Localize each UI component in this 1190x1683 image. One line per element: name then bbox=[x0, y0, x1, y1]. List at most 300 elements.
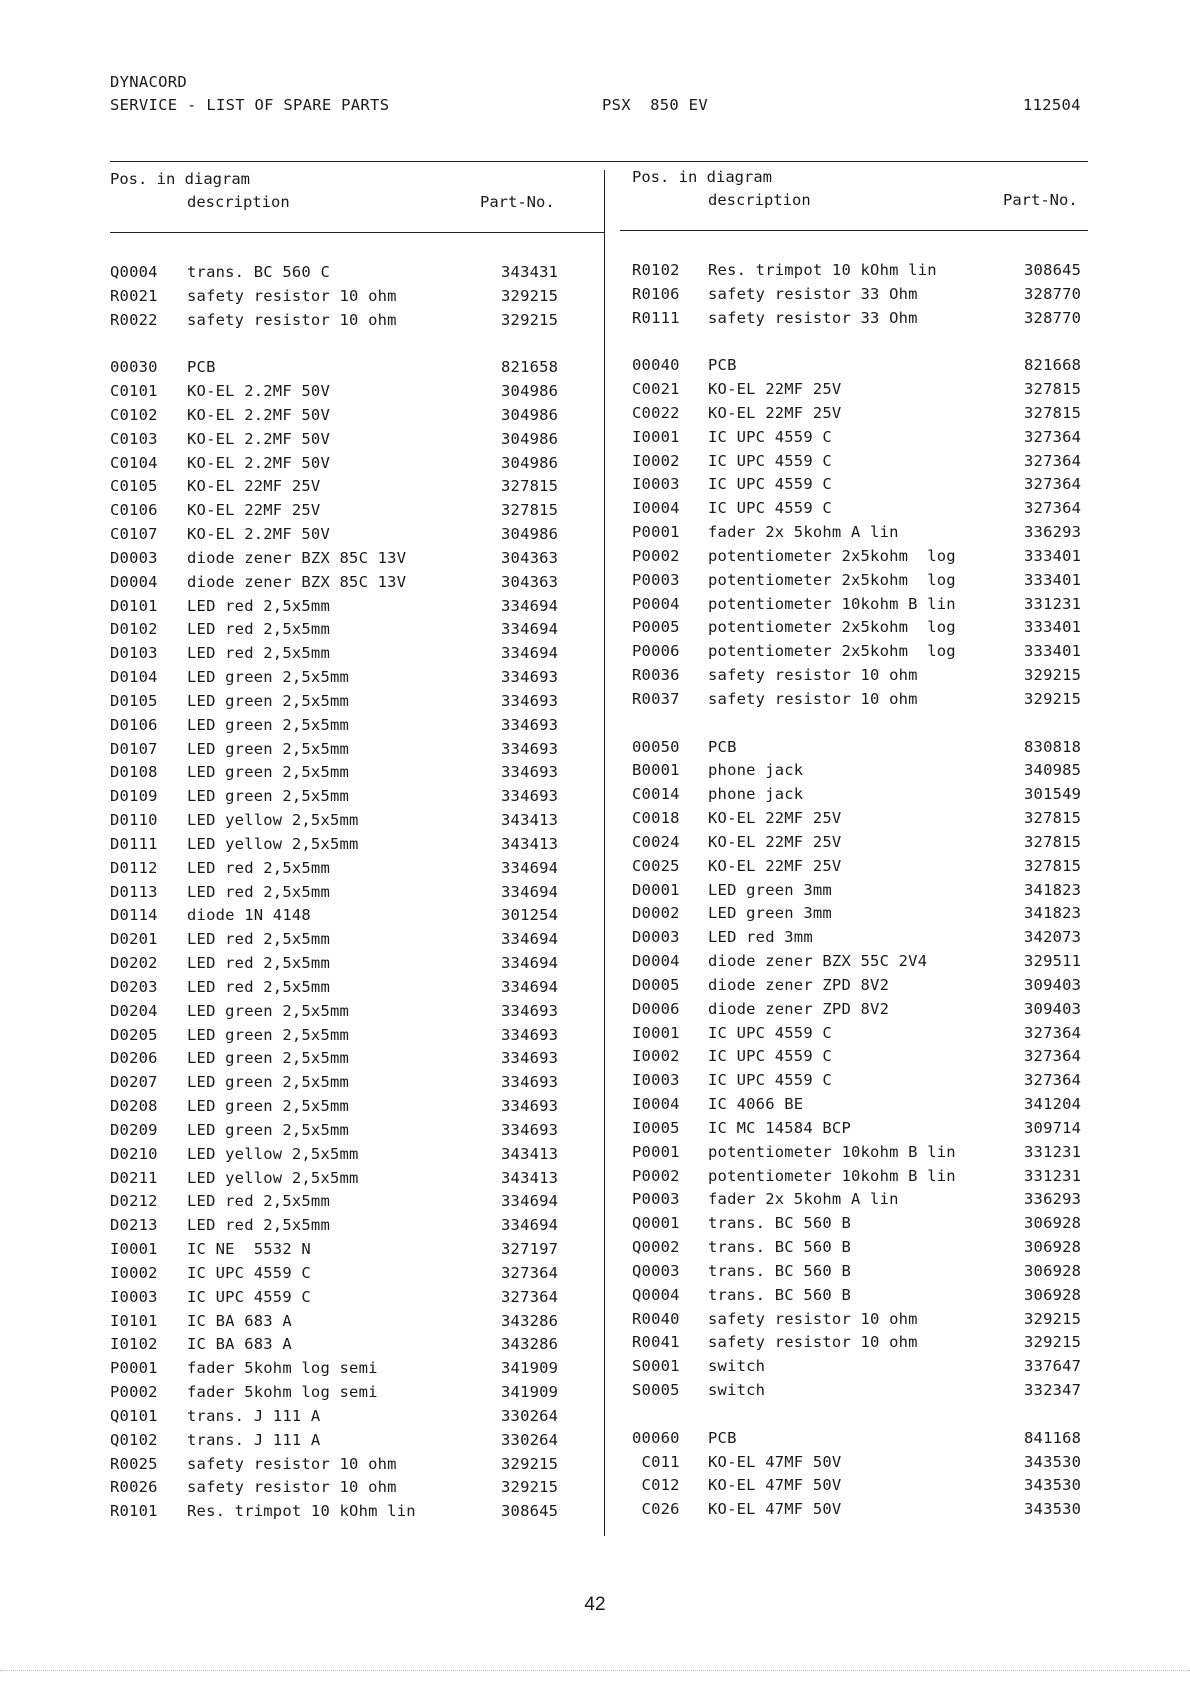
part-number: 329511 bbox=[1024, 952, 1082, 971]
pos-code: Q0002 bbox=[632, 1238, 680, 1257]
table-row bbox=[110, 978, 580, 1002]
part-description: KO-EL 47MF 50V bbox=[708, 1500, 842, 1519]
part-description: IC UPC 4559 C bbox=[708, 427, 832, 446]
part-description: trans. J 111 A bbox=[187, 1430, 321, 1449]
table-row bbox=[110, 1288, 580, 1312]
table-row bbox=[632, 976, 1092, 1000]
table-row bbox=[110, 859, 580, 883]
table-row bbox=[110, 1192, 580, 1216]
table-row bbox=[632, 499, 1092, 523]
table-row bbox=[110, 549, 580, 573]
part-number: 821668 bbox=[1024, 356, 1082, 375]
table-row bbox=[110, 644, 580, 668]
pos-code: P0004 bbox=[632, 594, 680, 613]
table-row bbox=[110, 692, 580, 716]
table-row bbox=[110, 287, 580, 311]
part-description: IC BA 683 A bbox=[187, 1335, 292, 1354]
part-description: LED green 2,5x5mm bbox=[187, 668, 350, 687]
table-row bbox=[632, 595, 1092, 619]
part-number: 327815 bbox=[1024, 380, 1082, 399]
part-description: switch bbox=[708, 1381, 766, 1399]
table-row bbox=[632, 1000, 1092, 1024]
part-number: 334694 bbox=[501, 977, 559, 996]
table-row bbox=[632, 1119, 1092, 1143]
part-number: 308645 bbox=[1024, 261, 1082, 279]
part-description: PCB bbox=[187, 358, 216, 377]
part-description: potentiometer 2x5kohm log bbox=[708, 570, 956, 589]
part-number: 327815 bbox=[1024, 809, 1082, 828]
part-description: LED red 2,5x5mm bbox=[187, 620, 330, 639]
table-row bbox=[632, 428, 1092, 452]
part-number: 331231 bbox=[1024, 1142, 1082, 1161]
table-row bbox=[632, 1071, 1092, 1095]
pos-code: D0204 bbox=[110, 1001, 158, 1020]
part-number: 343431 bbox=[501, 263, 559, 281]
part-description: fader 2x 5kohm A lin bbox=[708, 1190, 899, 1209]
pos-code: R0026 bbox=[110, 1478, 158, 1497]
pos-code: D0211 bbox=[110, 1168, 158, 1187]
part-description: fader 5kohm log semi bbox=[187, 1383, 378, 1401]
part-description: trans. BC 560 C bbox=[187, 263, 330, 281]
table-row bbox=[110, 501, 580, 525]
part-number: 327364 bbox=[1024, 475, 1082, 494]
pos-code: D0004 bbox=[632, 952, 680, 971]
pos-code: P0003 bbox=[632, 570, 680, 589]
part-description: diode zener ZPD 8V2 bbox=[708, 999, 890, 1018]
part-description: safety resistor 10 ohm bbox=[708, 1333, 918, 1352]
part-description: IC UPC 4559 C bbox=[708, 475, 832, 494]
part-description: PCB bbox=[708, 737, 737, 756]
part-description: Res. trimpot 10 kOhm lin bbox=[187, 1502, 416, 1521]
pos-code: D0005 bbox=[632, 975, 680, 994]
pos-code: R0036 bbox=[632, 666, 680, 685]
table-row bbox=[110, 906, 580, 930]
table-row bbox=[632, 1357, 1092, 1381]
table-row bbox=[632, 1143, 1092, 1167]
part-number: 327364 bbox=[1024, 451, 1082, 470]
part-description: PCB bbox=[708, 356, 737, 375]
part-description: LED red 2,5x5mm bbox=[187, 644, 330, 663]
part-number: 327815 bbox=[1024, 856, 1082, 875]
part-description: LED green 3mm bbox=[708, 880, 832, 899]
table-row bbox=[110, 763, 580, 787]
table-row bbox=[632, 1429, 1092, 1453]
pos-code: I0001 bbox=[632, 427, 680, 446]
table-row bbox=[110, 1407, 580, 1431]
pos-code: Q0004 bbox=[632, 1285, 680, 1304]
pos-code: D0205 bbox=[110, 1025, 158, 1044]
part-description: KO-EL 47MF 50V bbox=[708, 1476, 842, 1495]
part-description: trans. BC 560 B bbox=[708, 1238, 851, 1257]
part-number: 306928 bbox=[1024, 1214, 1082, 1233]
table-row bbox=[110, 740, 580, 764]
document-title: SERVICE - LIST OF SPARE PARTS bbox=[110, 96, 390, 114]
part-description: LED green 2,5x5mm bbox=[187, 739, 350, 758]
part-number: 337647 bbox=[1024, 1357, 1082, 1376]
part-number: 334693 bbox=[501, 715, 559, 734]
table-row bbox=[632, 1405, 1092, 1429]
part-number: 333401 bbox=[1024, 546, 1082, 565]
part-number: 331231 bbox=[1024, 1166, 1082, 1185]
pos-code: R0106 bbox=[632, 284, 680, 303]
part-number: 329215 bbox=[501, 310, 559, 329]
table-row bbox=[110, 1216, 580, 1240]
part-number: 309403 bbox=[1024, 975, 1082, 994]
table-row bbox=[110, 1431, 580, 1455]
part-number: 334693 bbox=[501, 1073, 559, 1092]
table-row bbox=[632, 571, 1092, 595]
table-row bbox=[632, 1024, 1092, 1048]
part-description: IC 4066 BE bbox=[708, 1095, 804, 1114]
part-description: Res. trimpot 10 kOhm lin bbox=[708, 261, 937, 279]
part-description: safety resistor 10 ohm bbox=[187, 310, 397, 329]
part-description: safety resistor 10 ohm bbox=[187, 1478, 397, 1497]
left-part-header: Part-No. bbox=[480, 193, 555, 211]
part-number: 334694 bbox=[501, 644, 559, 663]
part-number: 304986 bbox=[501, 429, 559, 448]
part-description: switch bbox=[708, 1357, 766, 1376]
column-divider bbox=[604, 170, 605, 1536]
table-row bbox=[632, 285, 1092, 309]
part-description: LED red 2,5x5mm bbox=[187, 954, 330, 973]
table-row bbox=[110, 430, 580, 454]
part-number: 327197 bbox=[501, 1240, 559, 1259]
part-number: 329215 bbox=[501, 1454, 559, 1473]
pos-code: C011 bbox=[632, 1452, 680, 1471]
part-number: 329215 bbox=[501, 1478, 559, 1497]
part-description: trans. BC 560 B bbox=[708, 1261, 851, 1280]
part-number: 340985 bbox=[1024, 761, 1082, 780]
part-number: 328770 bbox=[1024, 284, 1082, 303]
part-number: 334693 bbox=[501, 1025, 559, 1044]
part-number: 334694 bbox=[501, 596, 559, 615]
part-number: 343413 bbox=[501, 811, 559, 830]
table-row bbox=[632, 881, 1092, 905]
part-description: IC MC 14584 BCP bbox=[708, 1118, 851, 1137]
part-number: 334694 bbox=[501, 930, 559, 949]
table-row bbox=[632, 404, 1092, 428]
table-row bbox=[110, 1383, 580, 1407]
table-row bbox=[110, 1026, 580, 1050]
pos-code: C0107 bbox=[110, 525, 158, 544]
part-description: diode zener BZX 55C 2V4 bbox=[708, 952, 928, 971]
part-number: 327364 bbox=[1024, 1071, 1082, 1090]
pos-code: D0108 bbox=[110, 763, 158, 782]
part-description: diode zener BZX 85C 13V bbox=[187, 572, 407, 591]
part-number: 334694 bbox=[501, 1216, 559, 1235]
part-description: IC NE 5532 N bbox=[187, 1240, 311, 1259]
pos-code: P0002 bbox=[632, 546, 680, 565]
part-number: 333401 bbox=[1024, 642, 1082, 661]
part-number: 327364 bbox=[501, 1287, 559, 1306]
part-description: diode zener BZX 85C 13V bbox=[187, 548, 407, 567]
part-number: 301549 bbox=[1024, 785, 1082, 804]
part-number: 309714 bbox=[1024, 1118, 1082, 1137]
pos-code: D0006 bbox=[632, 999, 680, 1018]
pos-code: D0102 bbox=[110, 620, 158, 639]
table-row bbox=[110, 311, 580, 335]
part-number: 306928 bbox=[1024, 1285, 1082, 1304]
table-row bbox=[632, 1310, 1092, 1334]
part-number: 334693 bbox=[501, 739, 559, 758]
part-description: LED red 2,5x5mm bbox=[187, 1192, 330, 1211]
table-row bbox=[110, 1073, 580, 1097]
page-bottom-edge bbox=[0, 1670, 1190, 1671]
table-row bbox=[632, 785, 1092, 809]
part-description: KO-EL 22MF 25V bbox=[708, 832, 842, 851]
part-number: 327364 bbox=[1024, 1047, 1082, 1066]
part-number: 304363 bbox=[501, 572, 559, 591]
table-row bbox=[632, 1214, 1092, 1238]
pos-code: C0018 bbox=[632, 809, 680, 828]
table-row bbox=[110, 811, 580, 835]
part-description: IC BA 683 A bbox=[187, 1311, 292, 1330]
part-number: 830818 bbox=[1024, 737, 1082, 756]
pos-code: D0207 bbox=[110, 1073, 158, 1092]
document-number: 112504 bbox=[1023, 96, 1081, 114]
part-number: 327815 bbox=[501, 501, 559, 520]
right-header-rule bbox=[620, 230, 1088, 231]
table-row bbox=[632, 642, 1092, 666]
part-description: LED green 2,5x5mm bbox=[187, 1001, 350, 1020]
pos-code: D0107 bbox=[110, 739, 158, 758]
part-number: 330264 bbox=[501, 1430, 559, 1449]
pos-code: R0040 bbox=[632, 1309, 680, 1328]
table-row bbox=[632, 1286, 1092, 1310]
table-row bbox=[632, 1190, 1092, 1214]
part-number: 334694 bbox=[501, 954, 559, 973]
table-row bbox=[110, 716, 580, 740]
part-number: 333401 bbox=[1024, 618, 1082, 637]
pos-code: C0014 bbox=[632, 785, 680, 804]
part-description: LED yellow 2,5x5mm bbox=[187, 834, 359, 853]
pos-code: D0114 bbox=[110, 906, 158, 925]
part-description: IC UPC 4559 C bbox=[708, 451, 832, 470]
pos-code: P0006 bbox=[632, 642, 680, 661]
table-row bbox=[110, 477, 580, 501]
part-description: trans. BC 560 B bbox=[708, 1214, 851, 1233]
table-row bbox=[110, 1264, 580, 1288]
table-row bbox=[632, 833, 1092, 857]
part-number: 341204 bbox=[1024, 1095, 1082, 1114]
right-desc-header: description bbox=[708, 191, 811, 209]
part-description: safety resistor 10 ohm bbox=[187, 286, 397, 305]
table-row bbox=[632, 523, 1092, 547]
part-number: 341909 bbox=[501, 1359, 559, 1378]
table-row bbox=[632, 738, 1092, 762]
part-number: 331231 bbox=[1024, 594, 1082, 613]
part-description: KO-EL 22MF 25V bbox=[187, 477, 321, 496]
part-number: 306928 bbox=[1024, 1261, 1082, 1280]
pos-code: R0041 bbox=[632, 1333, 680, 1352]
pos-code: Q0102 bbox=[110, 1430, 158, 1449]
part-number: 329215 bbox=[1024, 1333, 1082, 1352]
left-desc-header: description bbox=[187, 193, 290, 211]
table-row bbox=[110, 454, 580, 478]
table-row bbox=[632, 666, 1092, 690]
table-row bbox=[632, 1167, 1092, 1191]
part-number: 334694 bbox=[501, 858, 559, 877]
part-number: 334694 bbox=[501, 882, 559, 901]
pos-code: C0021 bbox=[632, 380, 680, 399]
part-description: KO-EL 22MF 25V bbox=[708, 380, 842, 399]
table-row bbox=[632, 1453, 1092, 1477]
part-number: 304986 bbox=[501, 525, 559, 544]
part-number: 304986 bbox=[501, 382, 559, 401]
pos-code: C0104 bbox=[110, 453, 158, 472]
table-row bbox=[110, 1359, 580, 1383]
part-number: 327364 bbox=[1024, 427, 1082, 446]
pos-code: P0001 bbox=[632, 523, 680, 542]
pos-code: I0001 bbox=[632, 1023, 680, 1042]
part-number: 343530 bbox=[1024, 1500, 1082, 1519]
table-row bbox=[632, 452, 1092, 476]
part-description: LED green 2,5x5mm bbox=[187, 787, 350, 806]
pos-code: I0005 bbox=[632, 1118, 680, 1137]
part-description: diode zener ZPD 8V2 bbox=[708, 975, 890, 994]
table-row bbox=[632, 904, 1092, 928]
part-description: trans. J 111 A bbox=[187, 1406, 321, 1425]
part-number: 332347 bbox=[1024, 1381, 1082, 1399]
table-row bbox=[632, 1238, 1092, 1262]
pos-code: Q0001 bbox=[632, 1214, 680, 1233]
pos-code: 00050 bbox=[632, 737, 680, 756]
part-description: KO-EL 22MF 25V bbox=[708, 856, 842, 875]
part-description: IC UPC 4559 C bbox=[187, 1287, 311, 1306]
table-row bbox=[110, 883, 580, 907]
table-row bbox=[110, 954, 580, 978]
pos-code: R0022 bbox=[110, 310, 158, 329]
pos-code: D0003 bbox=[110, 548, 158, 567]
table-row bbox=[632, 1262, 1092, 1286]
pos-code: S0005 bbox=[632, 1381, 680, 1399]
pos-code: D0210 bbox=[110, 1144, 158, 1163]
part-description: safety resistor 10 ohm bbox=[708, 1309, 918, 1328]
pos-code: I0002 bbox=[632, 1047, 680, 1066]
pos-code: R0101 bbox=[110, 1502, 158, 1521]
part-number: 304986 bbox=[501, 405, 559, 424]
table-row bbox=[632, 857, 1092, 881]
pos-code: I0004 bbox=[632, 499, 680, 518]
table-row bbox=[110, 406, 580, 430]
part-number: 334693 bbox=[501, 1001, 559, 1020]
pos-code: R0111 bbox=[632, 308, 680, 327]
pos-code: P0002 bbox=[110, 1383, 158, 1401]
table-row bbox=[110, 835, 580, 859]
part-description: KO-EL 22MF 25V bbox=[708, 403, 842, 422]
part-description: potentiometer 2x5kohm log bbox=[708, 618, 956, 637]
part-number: 327364 bbox=[501, 1263, 559, 1282]
pos-code: I0003 bbox=[632, 475, 680, 494]
pos-code: I0101 bbox=[110, 1311, 158, 1330]
table-row bbox=[632, 690, 1092, 714]
part-number: 327815 bbox=[501, 477, 559, 496]
part-description: PCB bbox=[708, 1428, 737, 1447]
pos-code: C0102 bbox=[110, 405, 158, 424]
part-number: 343530 bbox=[1024, 1476, 1082, 1495]
part-description: IC UPC 4559 C bbox=[708, 1047, 832, 1066]
part-description: trans. BC 560 B bbox=[708, 1285, 851, 1304]
pos-code: D0203 bbox=[110, 977, 158, 996]
part-description: safety resistor 10 ohm bbox=[708, 689, 918, 708]
table-row bbox=[632, 475, 1092, 499]
table-row bbox=[632, 952, 1092, 976]
part-number: 334693 bbox=[501, 787, 559, 806]
part-description: LED red 2,5x5mm bbox=[187, 882, 330, 901]
part-number: 841168 bbox=[1024, 1428, 1082, 1447]
pos-code: D0112 bbox=[110, 858, 158, 877]
part-description: safety resistor 33 Ohm bbox=[708, 284, 918, 303]
table-row bbox=[632, 618, 1092, 642]
part-number: 329215 bbox=[1024, 689, 1082, 708]
table-row bbox=[110, 1121, 580, 1145]
part-description: LED green 2,5x5mm bbox=[187, 715, 350, 734]
part-description: KO-EL 2.2MF 50V bbox=[187, 429, 330, 448]
table-row bbox=[632, 1047, 1092, 1071]
pos-code: D0113 bbox=[110, 882, 158, 901]
part-description: IC UPC 4559 C bbox=[708, 1071, 832, 1090]
pos-code: P0002 bbox=[632, 1166, 680, 1185]
part-description: IC UPC 4559 C bbox=[187, 1263, 311, 1282]
part-number: 327364 bbox=[1024, 1023, 1082, 1042]
part-number: 334693 bbox=[501, 668, 559, 687]
pos-code: C0022 bbox=[632, 403, 680, 422]
pos-code: I0004 bbox=[632, 1095, 680, 1114]
pos-code: C0024 bbox=[632, 832, 680, 851]
part-number: 342073 bbox=[1024, 928, 1082, 947]
part-description: LED green 2,5x5mm bbox=[187, 691, 350, 710]
part-description: LED green 2,5x5mm bbox=[187, 1049, 350, 1068]
pos-code: R0037 bbox=[632, 689, 680, 708]
pos-code: D0109 bbox=[110, 787, 158, 806]
pos-code: D0201 bbox=[110, 930, 158, 949]
pos-code: C0106 bbox=[110, 501, 158, 520]
part-description: safety resistor 10 ohm bbox=[187, 1454, 397, 1473]
part-number: 329215 bbox=[1024, 666, 1082, 685]
part-description: LED red 2,5x5mm bbox=[187, 596, 330, 615]
part-number: 343286 bbox=[501, 1311, 559, 1330]
pos-code: D0003 bbox=[632, 928, 680, 947]
pos-code: D0208 bbox=[110, 1097, 158, 1116]
pos-code: I0002 bbox=[632, 451, 680, 470]
part-number: 334694 bbox=[501, 1192, 559, 1211]
part-number: 330264 bbox=[501, 1406, 559, 1425]
pos-code: D0105 bbox=[110, 691, 158, 710]
part-description: LED green 3mm bbox=[708, 904, 832, 923]
table-row bbox=[632, 1333, 1092, 1357]
table-row bbox=[110, 1097, 580, 1121]
table-row bbox=[110, 930, 580, 954]
page-number: 42 bbox=[584, 1594, 606, 1615]
part-number: 327815 bbox=[1024, 832, 1082, 851]
part-description: LED yellow 2,5x5mm bbox=[187, 1144, 359, 1163]
part-description: LED red 2,5x5mm bbox=[187, 1216, 330, 1235]
pos-code: Q0101 bbox=[110, 1406, 158, 1425]
pos-code: R0102 bbox=[632, 261, 680, 279]
table-row bbox=[632, 1476, 1092, 1500]
table-row bbox=[110, 1312, 580, 1336]
pos-code: C0105 bbox=[110, 477, 158, 496]
part-number: 336293 bbox=[1024, 1190, 1082, 1209]
part-description: LED green 2,5x5mm bbox=[187, 763, 350, 782]
table-row bbox=[110, 668, 580, 692]
part-description: phone jack bbox=[708, 761, 804, 780]
part-number: 327815 bbox=[1024, 403, 1082, 422]
part-description: fader 5kohm log semi bbox=[187, 1359, 378, 1378]
part-description: diode 1N 4148 bbox=[187, 906, 311, 925]
table-row bbox=[632, 547, 1092, 571]
table-row bbox=[110, 597, 580, 621]
